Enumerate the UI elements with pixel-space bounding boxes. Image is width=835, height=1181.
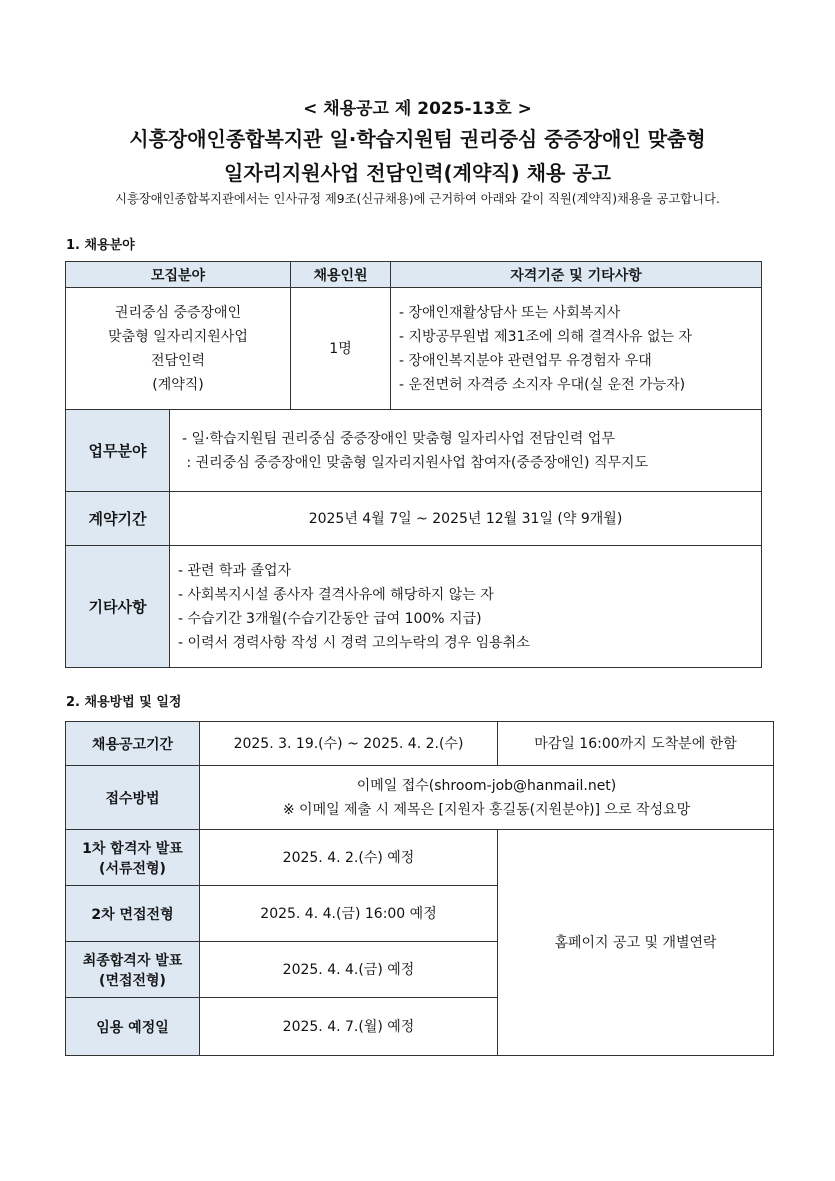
- position-line: 권리중심 중증장애인: [114, 304, 242, 321]
- recruitment-table: [65, 261, 762, 668]
- apply-email: 이메일 접수(shroom-job@hanmail.net): [356, 777, 617, 794]
- period-value: 2025. 3. 19.(수) ~ 2025. 4. 2.(수): [200, 722, 498, 766]
- notice-number: < 채용공고 제 2025-13호 >: [303, 99, 532, 119]
- interview-label: 2차 면접전형: [66, 886, 200, 942]
- duty-line: - 일·학습지원팀 권리중심 중증장애인 맞춤형 일자리사업 전담인력 업무: [182, 430, 615, 447]
- deadline-note: 마감일 16:00까지 도착분에 한함: [498, 722, 774, 766]
- first-result-label: [66, 830, 200, 886]
- apply-label: 접수방법: [66, 766, 200, 830]
- other-item: - 수습기간 3개월(수습기간동안 급여 100% 지급): [178, 607, 761, 631]
- first-result-label-line: (서류전형): [99, 860, 166, 877]
- document-subtitle: 일자리지원사업 전담인력(계약직) 채용 공고: [224, 161, 611, 185]
- qualification-item: - 장애인재활상담사 또는 사회복지사: [399, 301, 761, 325]
- duty-label: 업무분야: [66, 410, 170, 492]
- schedule-table: [65, 721, 774, 1056]
- first-result-value: 2025. 4. 2.(수) 예정: [200, 830, 498, 886]
- apply-subject-note: ※ 이메일 제출 시 제목은 [지원자 홍길동(지원분야)] 으로 작성요망: [282, 801, 691, 818]
- other-label: 기타사항: [66, 546, 170, 668]
- qualification-item: - 운전면허 자격증 소지자 우대(실 운전 가능자): [399, 373, 761, 397]
- position-line: 맞춤형 일자리지원사업: [108, 328, 248, 345]
- duty-cell: [170, 410, 762, 492]
- notice-method: 홈페이지 공고 및 개별연락: [498, 830, 774, 1056]
- headcount-cell: 1명: [291, 288, 391, 410]
- final-result-label: [66, 942, 200, 998]
- period-label: 채용공고기간: [66, 722, 200, 766]
- first-result-label-line: 1차 합격자 발표: [82, 840, 183, 857]
- other-list: [170, 559, 761, 655]
- other-cell: [170, 546, 762, 668]
- appointment-value: 2025. 4. 7.(월) 예정: [200, 998, 498, 1056]
- apply-cell: [200, 766, 774, 830]
- final-result-label-line: (면접전형): [99, 972, 166, 989]
- position-cell: [66, 288, 291, 410]
- qualification-item: - 지방공무원법 제31조에 의해 결격사유 없는 자: [399, 325, 761, 349]
- column-header-field: 모집분야: [66, 262, 291, 288]
- contract-label: 계약기간: [66, 492, 170, 546]
- other-item: - 이력서 경력사항 작성 시 경력 고의누락의 경우 임용취소: [178, 631, 761, 655]
- qualifications-list: [391, 301, 761, 397]
- contract-period: 2025년 4월 7일 ~ 2025년 12월 31일 (약 9개월): [170, 492, 762, 546]
- section-heading-schedule: 2. 채용방법 및 일정: [66, 695, 182, 710]
- interview-value: 2025. 4. 4.(금) 16:00 예정: [200, 886, 498, 942]
- document-title: 시흥장애인종합복지관 일·학습지원팀 권리중심 중증장애인 맞춤형: [129, 127, 706, 151]
- duty-line: : 권리중심 중증장애인 맞춤형 일자리지원사업 참여자(중증장애인) 직무지도: [182, 454, 649, 471]
- other-item: - 사회복지시설 종사자 결격사유에 해당하지 않는 자: [178, 583, 761, 607]
- other-item: - 관련 학과 졸업자: [178, 559, 761, 583]
- position-line: (계약직): [152, 376, 204, 393]
- intro-text: 시흥장애인종합복지관에서는 인사규정 제9조(신규채용)에 근거하여 아래와 같이 직원(계약직)채용을 공고합니다.: [115, 192, 720, 206]
- qualifications-cell: [391, 288, 762, 410]
- appointment-label: 임용 예정일: [66, 998, 200, 1056]
- section-heading-recruitment: 1. 채용분야: [66, 238, 135, 253]
- final-result-value: 2025. 4. 4.(금) 예정: [200, 942, 498, 998]
- qualification-item: - 장애인복지분야 관련업무 유경험자 우대: [399, 349, 761, 373]
- position-line: 전담인력: [150, 352, 206, 369]
- column-header-qualifications: 자격기준 및 기타사항: [391, 262, 762, 288]
- column-header-headcount: 채용인원: [291, 262, 391, 288]
- final-result-label-line: 최종합격자 발표: [82, 952, 183, 969]
